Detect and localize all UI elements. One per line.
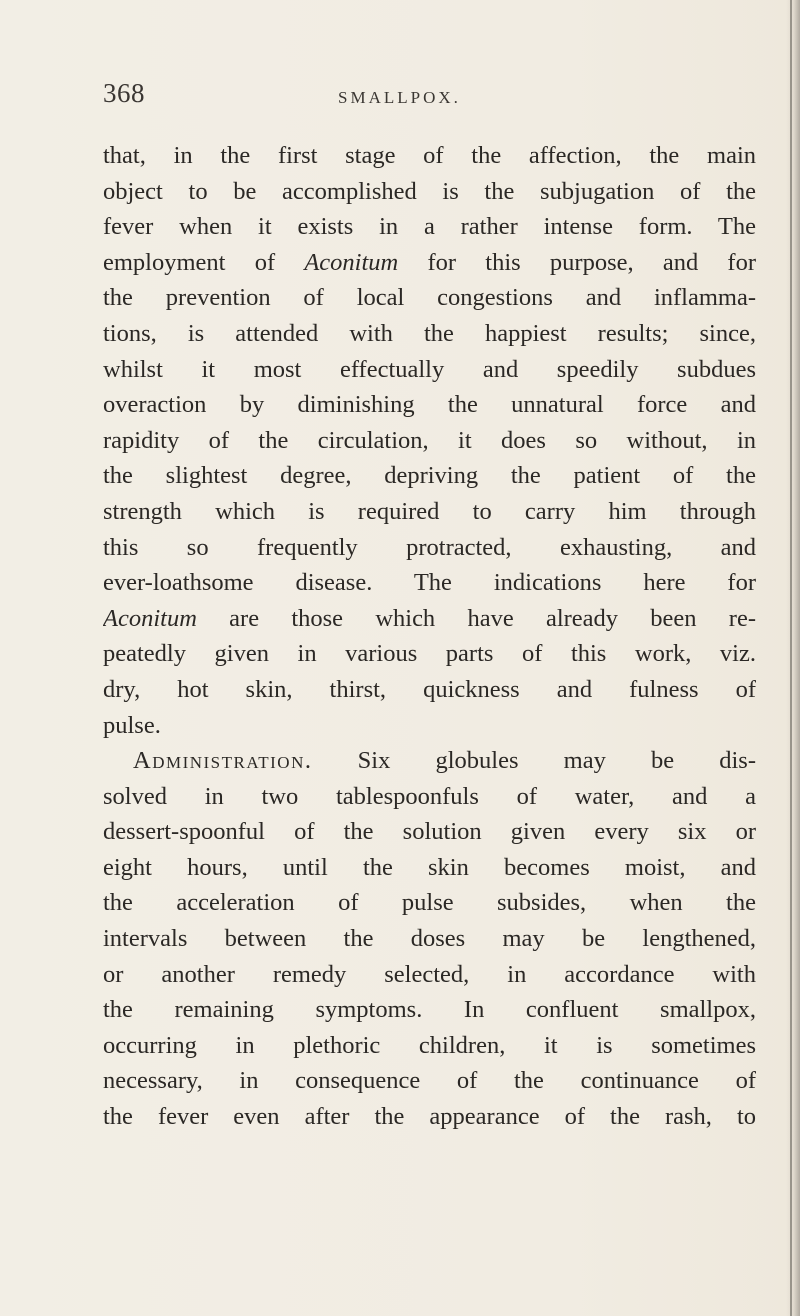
text-line: overaction by diminishing the unnatural force and [103,391,756,419]
text-line [103,601,756,637]
text-line: the acceleration of pulse subsides, when the [103,889,756,917]
text-line: rapidity of the circulation, it does so without, in [103,426,756,454]
body-text [103,138,756,1135]
italic-term-aconitum: Aconitum [103,604,197,632]
text-line: the slightest degree, depriving the patient of the [103,462,756,490]
text-line: that, in the first stage of the affection, the main [103,142,756,169]
line-rest: for this purpose, and for [427,248,756,276]
page-edge-shadow [786,0,800,1316]
text-line: object to be accomplished is the subjugation of the [103,177,756,205]
text-line: strength which is required to carry him through [103,497,756,525]
section-heading-administration: Administration. [133,747,313,775]
text-line: whilst it most effectually and speedily subdues [103,355,756,383]
page-header [0,78,800,118]
text-line: occurring in plethoric children, it is sometimes [103,1031,756,1059]
text-line: this so frequently protracted, exhausting, and [103,533,756,561]
text-line: ever-loathsome disease. The indications here for [103,569,756,597]
text-line: dry, hot skin, thirst, quickness and fulness of [103,675,756,703]
text-line: peatedly given in various parts of this work, viz. [103,640,756,668]
line-prefix: employment of [103,248,305,276]
text-line: the remaining symptoms. In confluent smallpox, [103,996,756,1024]
text-line: pulse. [103,711,161,739]
text-line: necessary, in consequence of the continuance of [103,1067,756,1095]
line-rest: are those which have already been re- [229,604,756,632]
text-line: tions, is attended with the happiest results; since, [103,319,756,347]
text-line: dessert-spoonful of the solution given every six or [103,818,756,846]
italic-term-aconitum: Aconitum [304,248,399,276]
text-line: intervals between the doses may be lengthened, [103,925,756,953]
page-edge-line [790,0,792,1316]
line-rest: Six globules may be dis- [357,747,756,775]
text-line: eight hours, until the skin becomes moist, and [103,853,756,881]
text-line [103,245,756,281]
text-line [103,743,756,779]
running-head: SMALLPOX. [338,88,461,107]
text-line: the fever even after the appearance of the rash, to [103,1103,756,1131]
text-line: the prevention of local congestions and inflamma- [103,284,756,312]
text-line: solved in two tablespoonfuls of water, and a [103,782,756,810]
text-line: fever when it exists in a rather intense form. The [103,213,756,241]
page-number: 368 [103,78,145,108]
text-line: or another remedy selected, in accordance with [103,960,756,988]
